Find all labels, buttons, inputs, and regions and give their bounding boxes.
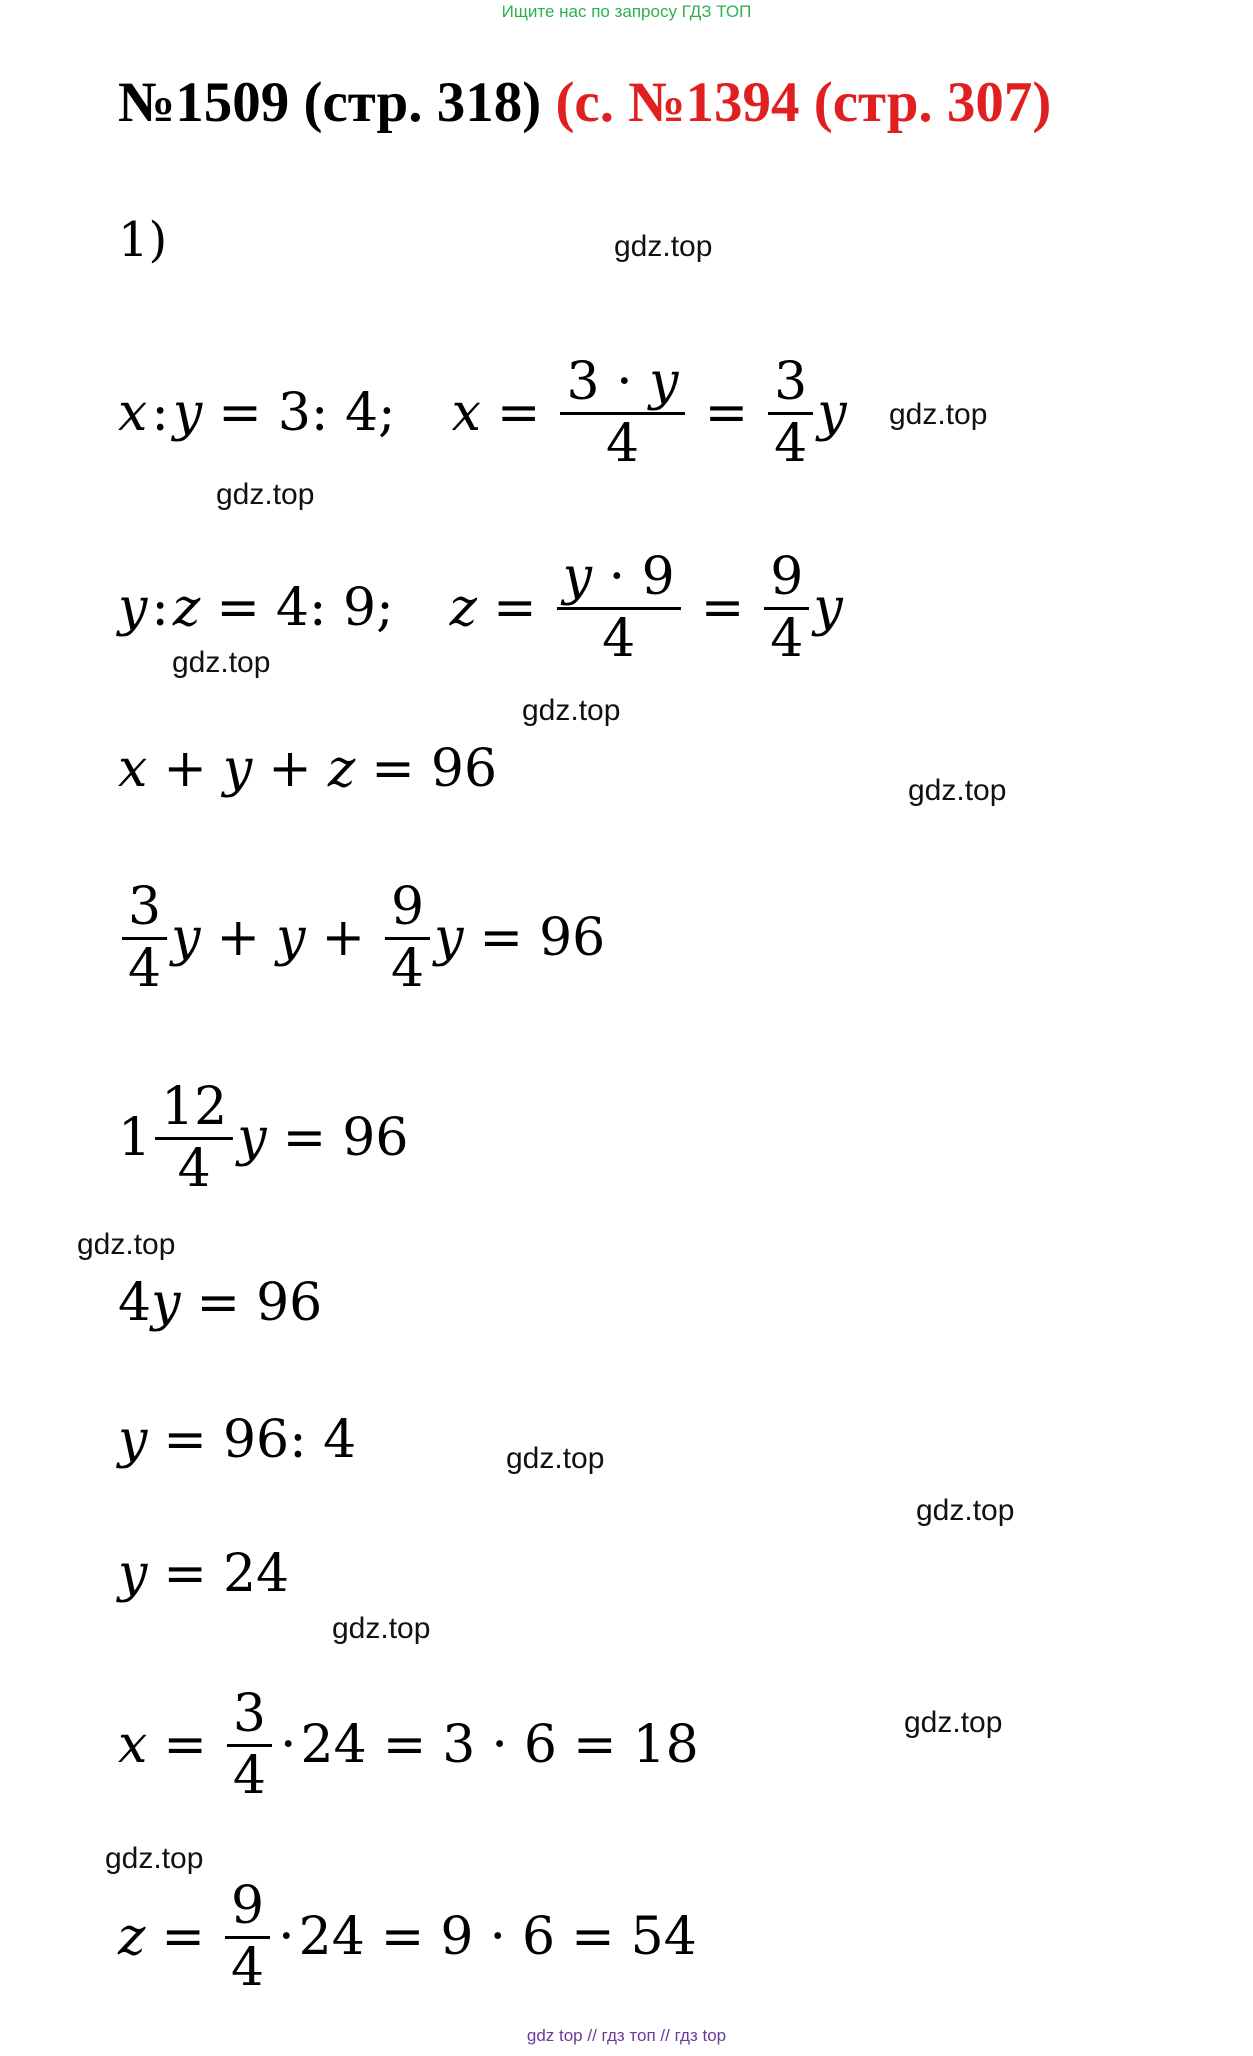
watermark: gdz.top	[908, 774, 1007, 807]
equals: =	[704, 383, 749, 443]
watermark: gdz.top	[614, 230, 713, 263]
numerator: 9	[770, 547, 804, 608]
equation-line-8	[118, 1509, 289, 1639]
equals: =	[479, 908, 524, 968]
equals: =	[163, 1410, 207, 1470]
ratio: 4: 9;	[275, 578, 394, 638]
equation-line-4	[118, 873, 605, 1003]
watermark: gdz.top	[916, 1494, 1015, 1527]
var-y: y	[118, 1544, 148, 1604]
search-banner: Ищите нас по запросу ГДЗ ТОП	[501, 2, 752, 21]
denominator: 4	[128, 938, 162, 999]
var-x: x	[118, 1715, 148, 1775]
plus: +	[268, 739, 312, 799]
page-title	[118, 70, 1051, 135]
equation-line-7	[118, 1375, 356, 1505]
dot: ·	[278, 1907, 295, 1967]
ratio: 3: 4;	[277, 383, 396, 443]
result: 54	[630, 1907, 697, 1967]
footer-separator: //	[587, 2026, 597, 2045]
fraction	[764, 548, 809, 667]
numerator: 9	[391, 877, 425, 938]
var-y: y	[118, 578, 148, 638]
equation-line-9	[118, 1680, 699, 1810]
denominator: 4	[774, 413, 808, 474]
fraction	[560, 353, 684, 472]
numerator: 3	[566, 352, 600, 413]
equals: =	[496, 383, 541, 443]
watermark: gdz.top	[522, 694, 621, 727]
dot: ·	[489, 1907, 506, 1967]
title-alt: (с. №1394 (стр. 307)	[555, 71, 1052, 134]
var-z: z	[118, 1907, 146, 1967]
watermark: gdz.top	[506, 1442, 605, 1475]
rhs-value: 96: 4	[222, 1410, 357, 1470]
number: 6	[521, 1907, 556, 1967]
dot: ·	[491, 1715, 508, 1775]
equation-line-3	[118, 704, 497, 834]
equals: =	[216, 578, 260, 638]
equals: =	[282, 1108, 327, 1168]
equals: =	[163, 1715, 207, 1775]
dot: ·	[608, 547, 626, 608]
equals: =	[161, 1907, 205, 1967]
number: 24	[300, 1715, 367, 1775]
denominator: 4	[232, 1745, 266, 1806]
var-z: z	[327, 739, 356, 799]
equals: =	[493, 578, 537, 638]
colon: :	[151, 383, 169, 443]
footer-links	[0, 2026, 1253, 2046]
numerator: 3	[774, 352, 808, 413]
var-y: y	[562, 547, 593, 608]
colon: :	[151, 578, 169, 638]
var-y: y	[276, 908, 306, 968]
var-y: y	[118, 1410, 148, 1470]
numerator: 3	[232, 1684, 266, 1745]
equation-line-1	[118, 348, 847, 478]
whole-part: 1	[118, 1108, 152, 1168]
denominator: 4	[605, 413, 640, 474]
coefficient: 4	[118, 1273, 152, 1333]
watermark: gdz.top	[216, 478, 315, 511]
equals: =	[218, 383, 262, 443]
footer-link[interactable]: gdz top	[526, 2026, 583, 2045]
plus: +	[163, 739, 207, 799]
numerator: 9	[230, 1876, 265, 1937]
plus: +	[321, 908, 366, 968]
equation-line-5	[118, 1073, 408, 1203]
var-y: y	[151, 1273, 181, 1333]
number: 6	[523, 1715, 557, 1775]
watermark: gdz.top	[889, 398, 988, 431]
denominator: 4	[177, 1138, 211, 1199]
watermark: gdz.top	[105, 1842, 204, 1875]
equals: =	[163, 1544, 207, 1604]
fraction	[227, 1685, 272, 1804]
result: 18	[632, 1715, 699, 1775]
var-y: y	[171, 908, 201, 968]
number: 9	[440, 1907, 474, 1967]
denominator: 4	[391, 938, 425, 999]
var-y: y	[813, 578, 843, 638]
var-y: y	[649, 352, 679, 413]
fraction	[385, 878, 430, 997]
footer-separator: //	[660, 2026, 670, 2045]
denominator: 4	[770, 608, 804, 669]
denominator: 4	[230, 1937, 265, 1998]
denominator: 4	[602, 608, 636, 669]
title-main: №1509 (стр. 318)	[118, 71, 542, 134]
var-x: x	[118, 739, 148, 799]
var-x: x	[451, 383, 481, 443]
fraction	[557, 548, 681, 667]
rhs-value: 96	[539, 908, 606, 968]
equals: =	[380, 1907, 425, 1967]
dot: ·	[280, 1715, 297, 1775]
rhs-value: 96	[342, 1108, 409, 1168]
watermark: gdz.top	[904, 1706, 1003, 1739]
numerator: 12	[161, 1077, 228, 1138]
equals: =	[196, 1273, 241, 1333]
var-z: z	[449, 578, 478, 638]
footer-link[interactable]: гдз top	[674, 2026, 727, 2045]
step-label: 1)	[118, 212, 168, 268]
footer-link[interactable]: гдз топ	[601, 2026, 656, 2045]
fraction	[768, 353, 813, 472]
equals: =	[700, 578, 745, 638]
plus: +	[216, 908, 261, 968]
equals: =	[573, 1715, 617, 1775]
watermark: gdz.top	[77, 1228, 176, 1261]
fraction	[155, 1078, 233, 1197]
var-y: y	[817, 383, 847, 443]
var-y: y	[222, 739, 253, 799]
fraction	[122, 878, 167, 997]
fraction	[225, 1877, 270, 1996]
watermark: gdz.top	[172, 646, 271, 679]
number: 3	[442, 1715, 476, 1775]
var-z: z	[172, 578, 201, 638]
number: 24	[298, 1907, 365, 1967]
watermark: gdz.top	[332, 1612, 431, 1645]
var-y: y	[434, 908, 464, 968]
equals: =	[382, 1715, 427, 1775]
var-x: x	[118, 383, 148, 443]
rhs-value: 96	[256, 1273, 323, 1333]
var-y: y	[237, 1108, 267, 1168]
numerator: 3	[128, 877, 162, 938]
equals: =	[371, 739, 415, 799]
equals: =	[571, 1907, 615, 1967]
dot: ·	[616, 352, 633, 413]
var-y: y	[172, 383, 203, 443]
numerator: 9	[641, 547, 675, 608]
rhs-value: 96	[430, 739, 498, 799]
rhs-value: 24	[222, 1544, 290, 1604]
equation-line-10	[118, 1872, 697, 2002]
